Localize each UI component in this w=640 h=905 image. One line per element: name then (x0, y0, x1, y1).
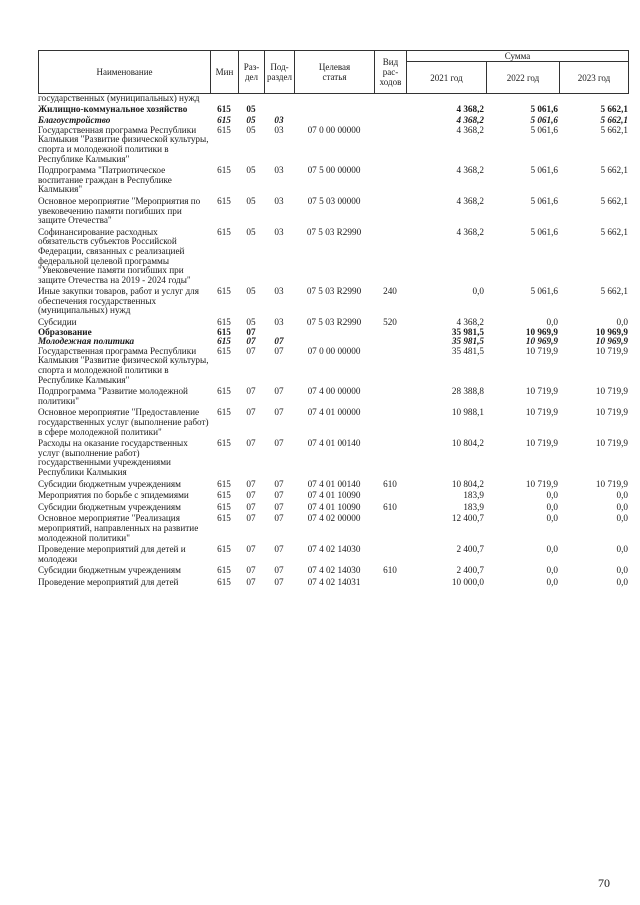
table-row (38, 105, 628, 115)
row-razdel: 07 (246, 326, 256, 337)
row-sum-2023: 5 662,1 (600, 124, 628, 135)
row-name: Основное мероприятие "Предоставление государственных услуг (выполнение работ) в сфере молодежной политики" (38, 407, 209, 437)
row-razdel: 05 (246, 165, 256, 176)
row-podrazdel: 03 (274, 124, 284, 135)
row-podrazdel: 03 (274, 195, 284, 206)
row-sum-2023: 0,0 (616, 565, 628, 576)
row-sum-2021: 10 804,2 (451, 478, 484, 489)
row-name: Государственная программа Республики Калмыкия "Развитие физической культуры, спорта и молодежной политики в Республике Калмыкия" (38, 124, 209, 164)
header-year-2022: 2022 год (487, 62, 560, 94)
row-sum-2022: 0,0 (546, 317, 558, 328)
row-vid: 610 (383, 478, 397, 489)
row-min: 615 (217, 501, 231, 512)
row-sum-2021: 4 368,2 (456, 226, 484, 237)
row-sum-2023: 0,0 (616, 513, 628, 524)
row-sum-2021: 0,0 (472, 286, 484, 297)
row-razdel: 07 (246, 565, 256, 576)
row-sum-2021: 28 388,8 (451, 386, 484, 397)
row-name: Образование (38, 326, 92, 337)
row-min: 615 (217, 490, 231, 501)
row-sum-2021: 4 368,2 (456, 317, 484, 328)
row-sum-2021: 4 368,2 (456, 195, 484, 206)
row-min: 615 (217, 386, 231, 397)
row-sum-2021: 35 981,5 (451, 336, 484, 347)
row-sum-2022: 5 061,6 (530, 226, 558, 237)
row-celevaya: 07 4 02 14031 (307, 576, 361, 587)
row-name: Молодежная политика (38, 336, 135, 347)
table-row (38, 287, 628, 316)
row-sum-2021: 4 368,2 (456, 124, 484, 135)
row-celevaya: 07 4 01 00140 (307, 478, 361, 489)
table-row (38, 347, 628, 385)
row-min: 615 (217, 226, 231, 237)
row-min: 615 (217, 317, 231, 328)
row-celevaya: 07 5 03 R2990 (306, 226, 362, 237)
row-sum-2022: 10 719,9 (525, 407, 558, 418)
table-row (38, 578, 628, 588)
row-sum-2023: 5 662,1 (600, 103, 628, 114)
header-vid: Вид рас- ходов (375, 51, 407, 94)
row-name: Жилищно-коммунальное хозяйство (38, 103, 188, 114)
table-row (38, 480, 628, 490)
row-min: 615 (217, 407, 231, 418)
row-min: 615 (217, 124, 231, 135)
row-podrazdel: 03 (274, 165, 284, 176)
row-sum-2023: 10 719,9 (595, 386, 628, 397)
header-podrazdel: Под- раздел (265, 51, 295, 94)
row-sum-2022: 5 061,6 (530, 115, 558, 126)
row-celevaya: 07 5 03 R2990 (306, 317, 362, 328)
row-sum-2022: 5 061,6 (530, 165, 558, 176)
row-name: Субсидии бюджетным учреждениям (38, 565, 181, 576)
row-razdel: 05 (246, 103, 256, 114)
row-name: Субсидии бюджетным учреждениям (38, 478, 181, 489)
row-sum-2023: 0,0 (616, 576, 628, 587)
header-min: Мин (211, 51, 239, 94)
row-name: Расходы на оказание государственных услуг (выполнение работ) государственными учреждениями Республики Калмыкия (38, 438, 188, 477)
row-name: Субсидии (38, 317, 77, 328)
table-row (38, 503, 628, 513)
row-name: Проведение мероприятий для детей (38, 576, 179, 587)
row-min: 615 (217, 286, 231, 297)
header-year-2021: 2021 год (407, 62, 487, 94)
row-min: 615 (217, 336, 231, 347)
row-name: Государственная программа Республики Калмыкия "Развитие физической культуры, спорта и молодежной политики в Республике Калмыкия" (38, 345, 209, 385)
row-sum-2021: 10 804,2 (451, 438, 484, 449)
row-sum-2022: 0,0 (546, 513, 558, 524)
row-podrazdel: 07 (274, 438, 284, 449)
row-sum-2021: 2 400,7 (456, 544, 484, 555)
table-row (38, 166, 628, 195)
row-sum-2023: 0,0 (616, 317, 628, 328)
row-sum-2022: 10 719,9 (525, 386, 558, 397)
table-row (38, 126, 628, 164)
row-podrazdel: 07 (274, 576, 284, 587)
row-min: 615 (217, 513, 231, 524)
row-celevaya: 07 4 02 14030 (307, 565, 361, 576)
table-row (38, 197, 628, 226)
header-summa: Сумма (407, 51, 629, 62)
header-razdel: Раз- дел (239, 51, 265, 94)
row-razdel: 05 (246, 195, 256, 206)
row-podrazdel: 07 (274, 490, 284, 501)
row-sum-2021: 4 368,2 (456, 165, 484, 176)
header-year-2023: 2023 год (560, 62, 629, 94)
row-podrazdel: 03 (274, 317, 284, 328)
row-podrazdel: 07 (274, 513, 284, 524)
row-sum-2023: 0,0 (616, 490, 628, 501)
row-vid: 610 (383, 565, 397, 576)
header-name: Наименование (39, 51, 211, 94)
row-sum-2022: 10 719,9 (525, 438, 558, 449)
row-min: 615 (217, 576, 231, 587)
row-podrazdel: 07 (274, 345, 284, 356)
row-podrazdel: 03 (274, 286, 284, 297)
row-razdel: 05 (246, 115, 256, 126)
row-razdel: 07 (246, 501, 256, 512)
row-podrazdel: 03 (274, 226, 284, 237)
row-sum-2022: 5 061,6 (530, 195, 558, 206)
row-vid: 610 (383, 501, 397, 512)
table-row (38, 94, 628, 104)
row-sum-2022: 0,0 (546, 565, 558, 576)
row-sum-2023: 10 969,9 (595, 326, 628, 337)
row-name: Софинансирование расходных обязательств субъектов Российской Федерации, связанных с реализацией федеральной целевой программы "Увековечение памяти погибших при защите Отечества на 2019 - 2024 годы" (38, 226, 191, 285)
row-celevaya: 07 4 01 10090 (307, 490, 361, 501)
row-name: Основное мероприятие "Реализация мероприятий, направленных на развитие молодежной политики" (38, 513, 199, 543)
row-celevaya: 07 5 03 R2990 (306, 286, 362, 297)
row-celevaya: 07 4 01 00140 (307, 438, 361, 449)
row-sum-2022: 0,0 (546, 501, 558, 512)
row-sum-2023: 0,0 (616, 544, 628, 555)
row-min: 615 (217, 565, 231, 576)
row-sum-2021: 183,9 (463, 490, 484, 501)
row-podrazdel: 03 (274, 115, 284, 126)
row-celevaya: 07 5 00 00000 (307, 165, 361, 176)
row-name: Иные закупки товаров, работ и услуг для обеспечения государственных (муниципальных) нужд (38, 286, 199, 316)
table-row (38, 491, 628, 501)
row-podrazdel: 07 (274, 336, 284, 347)
row-sum-2021: 4 368,2 (456, 103, 484, 114)
row-sum-2023: 5 662,1 (600, 165, 628, 176)
row-celevaya: 07 0 00 00000 (307, 345, 361, 356)
row-razdel: 07 (246, 345, 256, 356)
row-sum-2021: 183,9 (463, 501, 484, 512)
row-razdel: 05 (246, 317, 256, 328)
row-sum-2022: 10 719,9 (525, 478, 558, 489)
row-name: Мероприятия по борьбе с эпидемиями (38, 490, 189, 501)
row-razdel: 07 (246, 407, 256, 418)
row-min: 615 (217, 326, 231, 337)
row-podrazdel: 07 (274, 544, 284, 555)
row-sum-2023: 5 662,1 (600, 195, 628, 206)
row-min: 615 (217, 103, 231, 114)
row-celevaya: 07 4 00 00000 (307, 386, 361, 397)
row-podrazdel: 07 (274, 386, 284, 397)
row-vid: 520 (383, 317, 397, 328)
row-sum-2021: 35 481,5 (451, 345, 484, 356)
row-min: 615 (217, 544, 231, 555)
row-sum-2023: 10 719,9 (595, 438, 628, 449)
row-sum-2021: 4 368,2 (456, 115, 484, 126)
header-celevaya: Целевая статья (295, 51, 375, 94)
table-body (38, 94, 628, 588)
row-razdel: 07 (246, 438, 256, 449)
row-razdel: 07 (246, 544, 256, 555)
table-row (38, 408, 628, 437)
row-razdel: 07 (246, 513, 256, 524)
row-sum-2023: 10 719,9 (595, 478, 628, 489)
row-podrazdel: 07 (274, 565, 284, 576)
row-sum-2023: 0,0 (616, 501, 628, 512)
row-sum-2023: 10 969,9 (595, 336, 628, 347)
row-name: Подпрограмма "Развитие молодежной политики" (38, 386, 188, 406)
table-row (38, 228, 628, 286)
table-row (38, 387, 628, 406)
row-razdel: 05 (246, 286, 256, 297)
row-sum-2022: 10 969,9 (525, 336, 558, 347)
row-podrazdel: 07 (274, 501, 284, 512)
row-razdel: 05 (246, 124, 256, 135)
table-row (38, 439, 628, 477)
row-name: Подпрограмма "Патриотическое воспитание граждан в Республике Калмыкия" (38, 165, 172, 195)
row-celevaya: 07 4 01 10090 (307, 501, 361, 512)
row-min: 615 (217, 478, 231, 489)
row-min: 615 (217, 165, 231, 176)
table-row (38, 545, 628, 564)
row-sum-2022: 10 969,9 (525, 326, 558, 337)
row-name: Основное мероприятие "Мероприятия по увековечению памяти погибших при защите Отечества" (38, 195, 201, 226)
row-razdel: 07 (246, 386, 256, 397)
table-row (38, 514, 628, 543)
row-min: 615 (217, 345, 231, 356)
row-razdel: 07 (246, 576, 256, 587)
row-podrazdel: 07 (274, 407, 284, 418)
row-sum-2021: 12 400,7 (451, 513, 484, 524)
row-podrazdel: 07 (274, 478, 284, 489)
row-sum-2022: 5 061,6 (530, 124, 558, 135)
row-sum-2023: 5 662,1 (600, 286, 628, 297)
table-header (38, 50, 629, 94)
row-sum-2022: 5 061,6 (530, 103, 558, 114)
row-sum-2022: 0,0 (546, 544, 558, 555)
row-min: 615 (217, 438, 231, 449)
row-sum-2023: 10 719,9 (595, 407, 628, 418)
row-celevaya: 07 5 03 00000 (307, 195, 361, 206)
row-sum-2021: 10 000,0 (451, 576, 484, 587)
row-razdel: 05 (246, 226, 256, 237)
row-name: государственных (муниципальных) нужд (38, 93, 200, 103)
row-razdel: 07 (246, 490, 256, 501)
row-celevaya: 07 4 02 00000 (307, 513, 361, 524)
row-vid: 240 (383, 286, 397, 297)
row-celevaya: 07 4 01 00000 (307, 407, 361, 418)
row-celevaya: 07 0 00 00000 (307, 124, 361, 135)
page-number: 70 (598, 876, 610, 890)
row-razdel: 07 (246, 478, 256, 489)
row-name: Благоустройство (38, 115, 111, 126)
row-sum-2022: 5 061,6 (530, 286, 558, 297)
row-sum-2023: 5 662,1 (600, 115, 628, 126)
table-row (38, 566, 628, 576)
row-name: Субсидии бюджетным учреждениям (38, 501, 181, 512)
row-sum-2021: 2 400,7 (456, 565, 484, 576)
row-celevaya: 07 4 02 14030 (307, 544, 361, 555)
row-sum-2022: 0,0 (546, 576, 558, 587)
row-sum-2021: 10 988,1 (451, 407, 484, 418)
row-min: 615 (217, 115, 231, 126)
row-sum-2023: 5 662,1 (600, 226, 628, 237)
row-razdel: 07 (246, 336, 256, 347)
row-sum-2022: 0,0 (546, 490, 558, 501)
row-sum-2021: 35 981,5 (451, 326, 484, 337)
row-name: Проведение мероприятий для детей и молодежи (38, 544, 186, 564)
row-sum-2023: 10 719,9 (595, 345, 628, 356)
row-min: 615 (217, 195, 231, 206)
row-sum-2022: 10 719,9 (525, 345, 558, 356)
